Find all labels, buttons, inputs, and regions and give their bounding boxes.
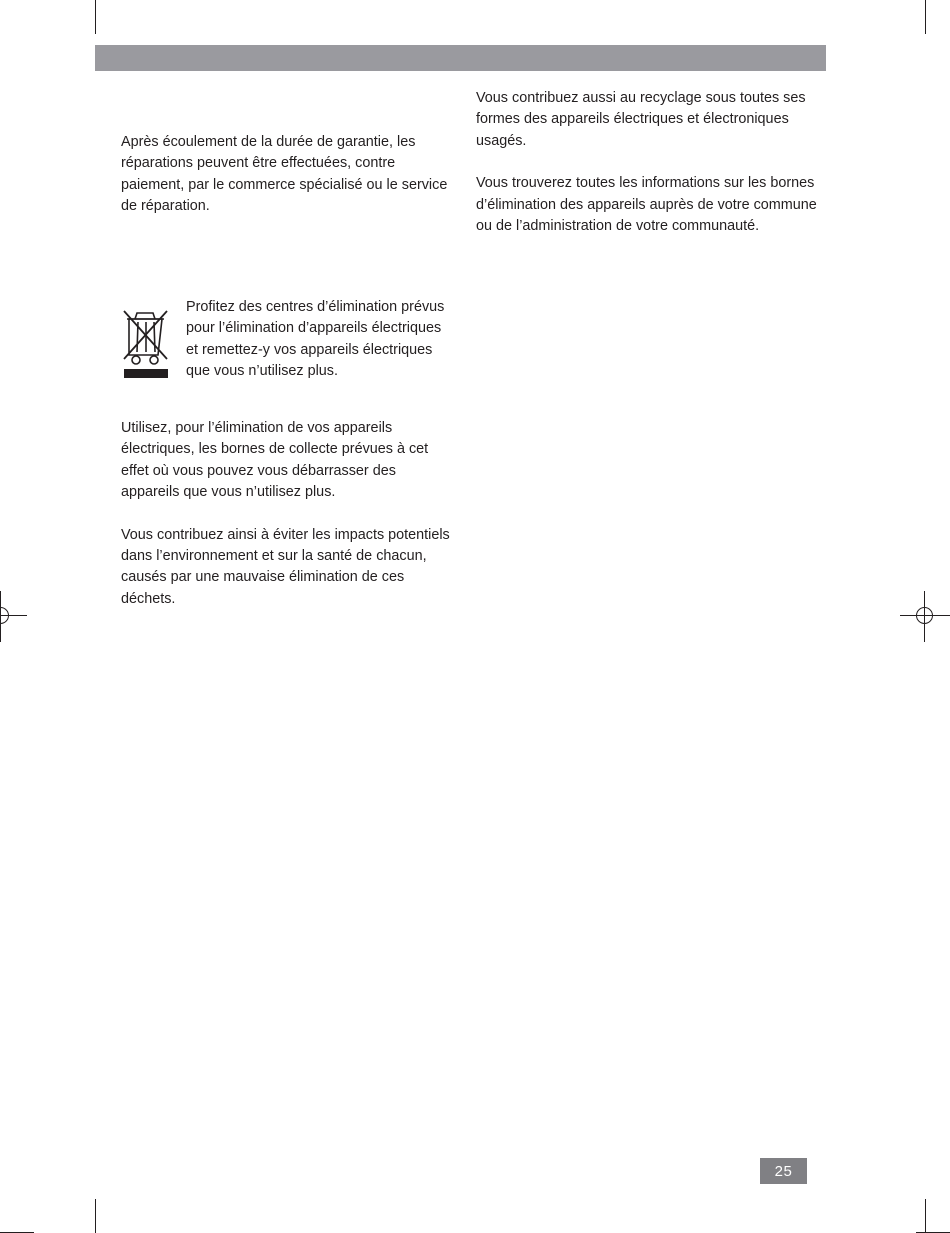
left-column xyxy=(121,132,451,218)
crop-mark-bottom-right-vertical xyxy=(925,1199,926,1233)
disposal-notice-text: Profitez des centres d’élimination prévus pour l’élimination d’appareils électriques et remettez-y vos appareils électriques que vous n’utilisez plus. xyxy=(186,299,445,380)
right-paragraph-2: Vous trouverez toutes les informations sur les bornes d’élimination des appareils auprès de votre commune ou de l’administration de votre communauté. xyxy=(476,175,817,235)
lower-left-column xyxy=(121,418,456,610)
right-paragraph-1: Vous contribuez aussi au recyclage sous toutes ses formes des appareils électriques et électroniques usagés. xyxy=(476,90,806,149)
lower-left-paragraph-1: Utilisez, pour l’élimination de vos appareils électriques, les bornes de collecte prévues à cet effet où vous pouvez vous débarrasser des appareils que vous n’utilisez plus. xyxy=(121,420,429,501)
crossed-out-wheelie-bin-icon xyxy=(121,297,171,385)
lower-left-paragraph-2: Vous contribuez ainsi à éviter les impacts potentiels dans l’environnement et sur la santé de chacun, causés par une mauvaise élimination de ces déchets. xyxy=(121,526,450,607)
registration-mark-right xyxy=(912,603,938,629)
page-number-badge: 25 xyxy=(760,1158,807,1184)
header-band xyxy=(95,45,826,71)
disposal-notice-block xyxy=(121,297,451,383)
crop-mark-bottom-left-vertical xyxy=(95,1199,96,1233)
right-column xyxy=(476,88,832,237)
registration-mark-left xyxy=(0,603,14,629)
crop-mark-top-right-vertical xyxy=(925,0,926,34)
left-paragraph-1: Après écoulement de la durée de garantie, les réparations peuvent être effectuées, contre paiement, par le commerce spécialisé ou le service de réparation. xyxy=(121,134,448,215)
crop-mark-top-left-vertical xyxy=(95,0,96,34)
